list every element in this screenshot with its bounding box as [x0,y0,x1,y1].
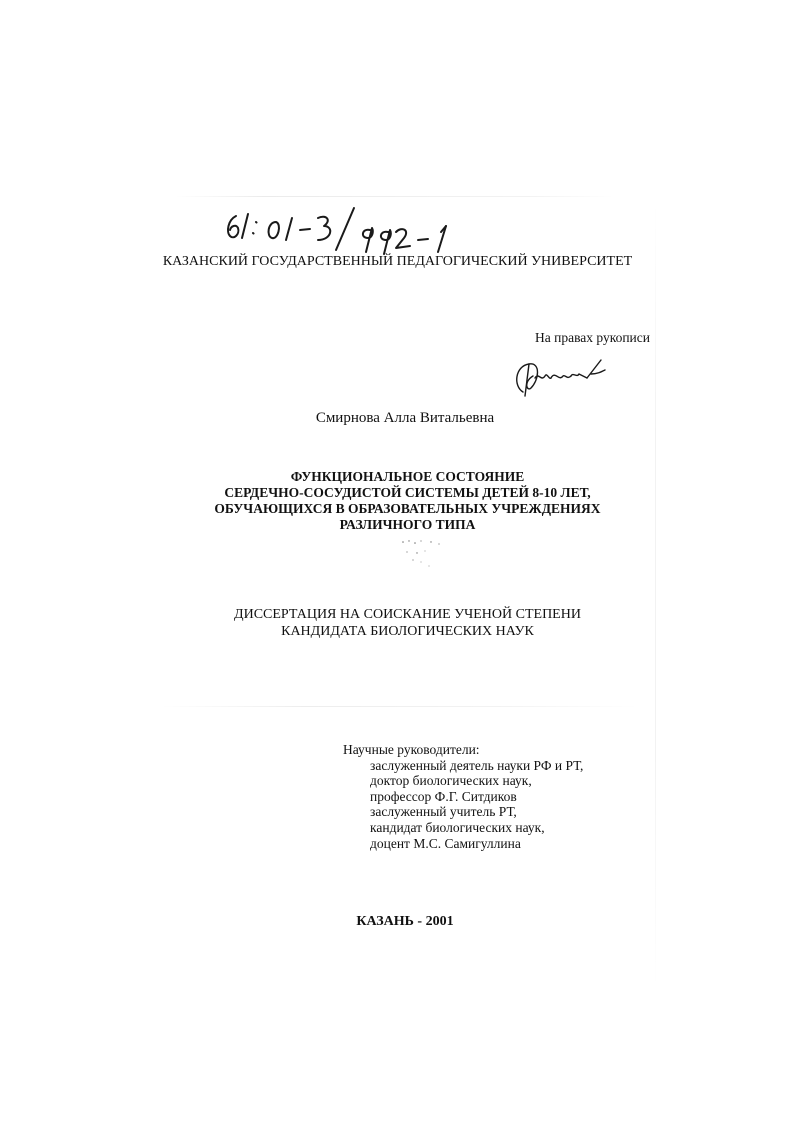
university-name: КАЗАНСКИЙ ГОСУДАРСТВЕННЫЙ ПЕДАГОГИЧЕСКИЙ УНИВЕРСИТЕТ [162,254,633,269]
scan-edge-top [175,196,615,197]
title-line: ФУНКЦИОНАЛЬНОЕ СОСТОЯНИЕ [290,469,525,484]
manuscript-rights-label: На правах рукописи [534,330,650,345]
author-signature [505,352,615,400]
scan-specks [395,536,455,576]
handwritten-archive-code [222,202,462,258]
author-name: Смирнова Алла Витальевна [315,410,495,426]
supervisor-line: доцент М.С. Самигуллина [370,835,521,851]
thesis-title [150,469,665,533]
supervisor-line: кандидат биологических наук, [370,819,545,835]
title-line: ОБУЧАЮЩИХСЯ В ОБРАЗОВАТЕЛЬНЫХ УЧРЕЖДЕНИЯХ [214,501,601,516]
supervisors-block [343,742,643,851]
supervisor-line: заслуженный учитель РТ, [370,804,517,820]
title-line: РАЗЛИЧНОГО ТИПА [339,517,476,532]
degree-line: ДИССЕРТАЦИЯ НА СОИСКАНИЕ УЧЕНОЙ СТЕПЕНИ [234,607,581,622]
scan-edge-middle [160,706,640,707]
supervisors-heading: Научные руководители: [343,742,480,757]
degree-statement [150,606,665,640]
title-line: СЕРДЕЧНО-СОСУДИСТОЙ СИСТЕМЫ ДЕТЕЙ 8-10 ЛЕТ, [224,485,591,500]
degree-line: КАНДИДАТА БИОЛОГИЧЕСКИХ НАУК [281,624,534,639]
supervisor-line: заслуженный деятель науки РФ и РТ, [370,757,584,773]
city-year: КАЗАНЬ - 2001 [356,914,454,929]
supervisor-line: доктор биологических наук, [370,773,532,789]
supervisor-line: профессор Ф.Г. Ситдиков [370,788,517,804]
scan-edge-right [655,200,656,990]
